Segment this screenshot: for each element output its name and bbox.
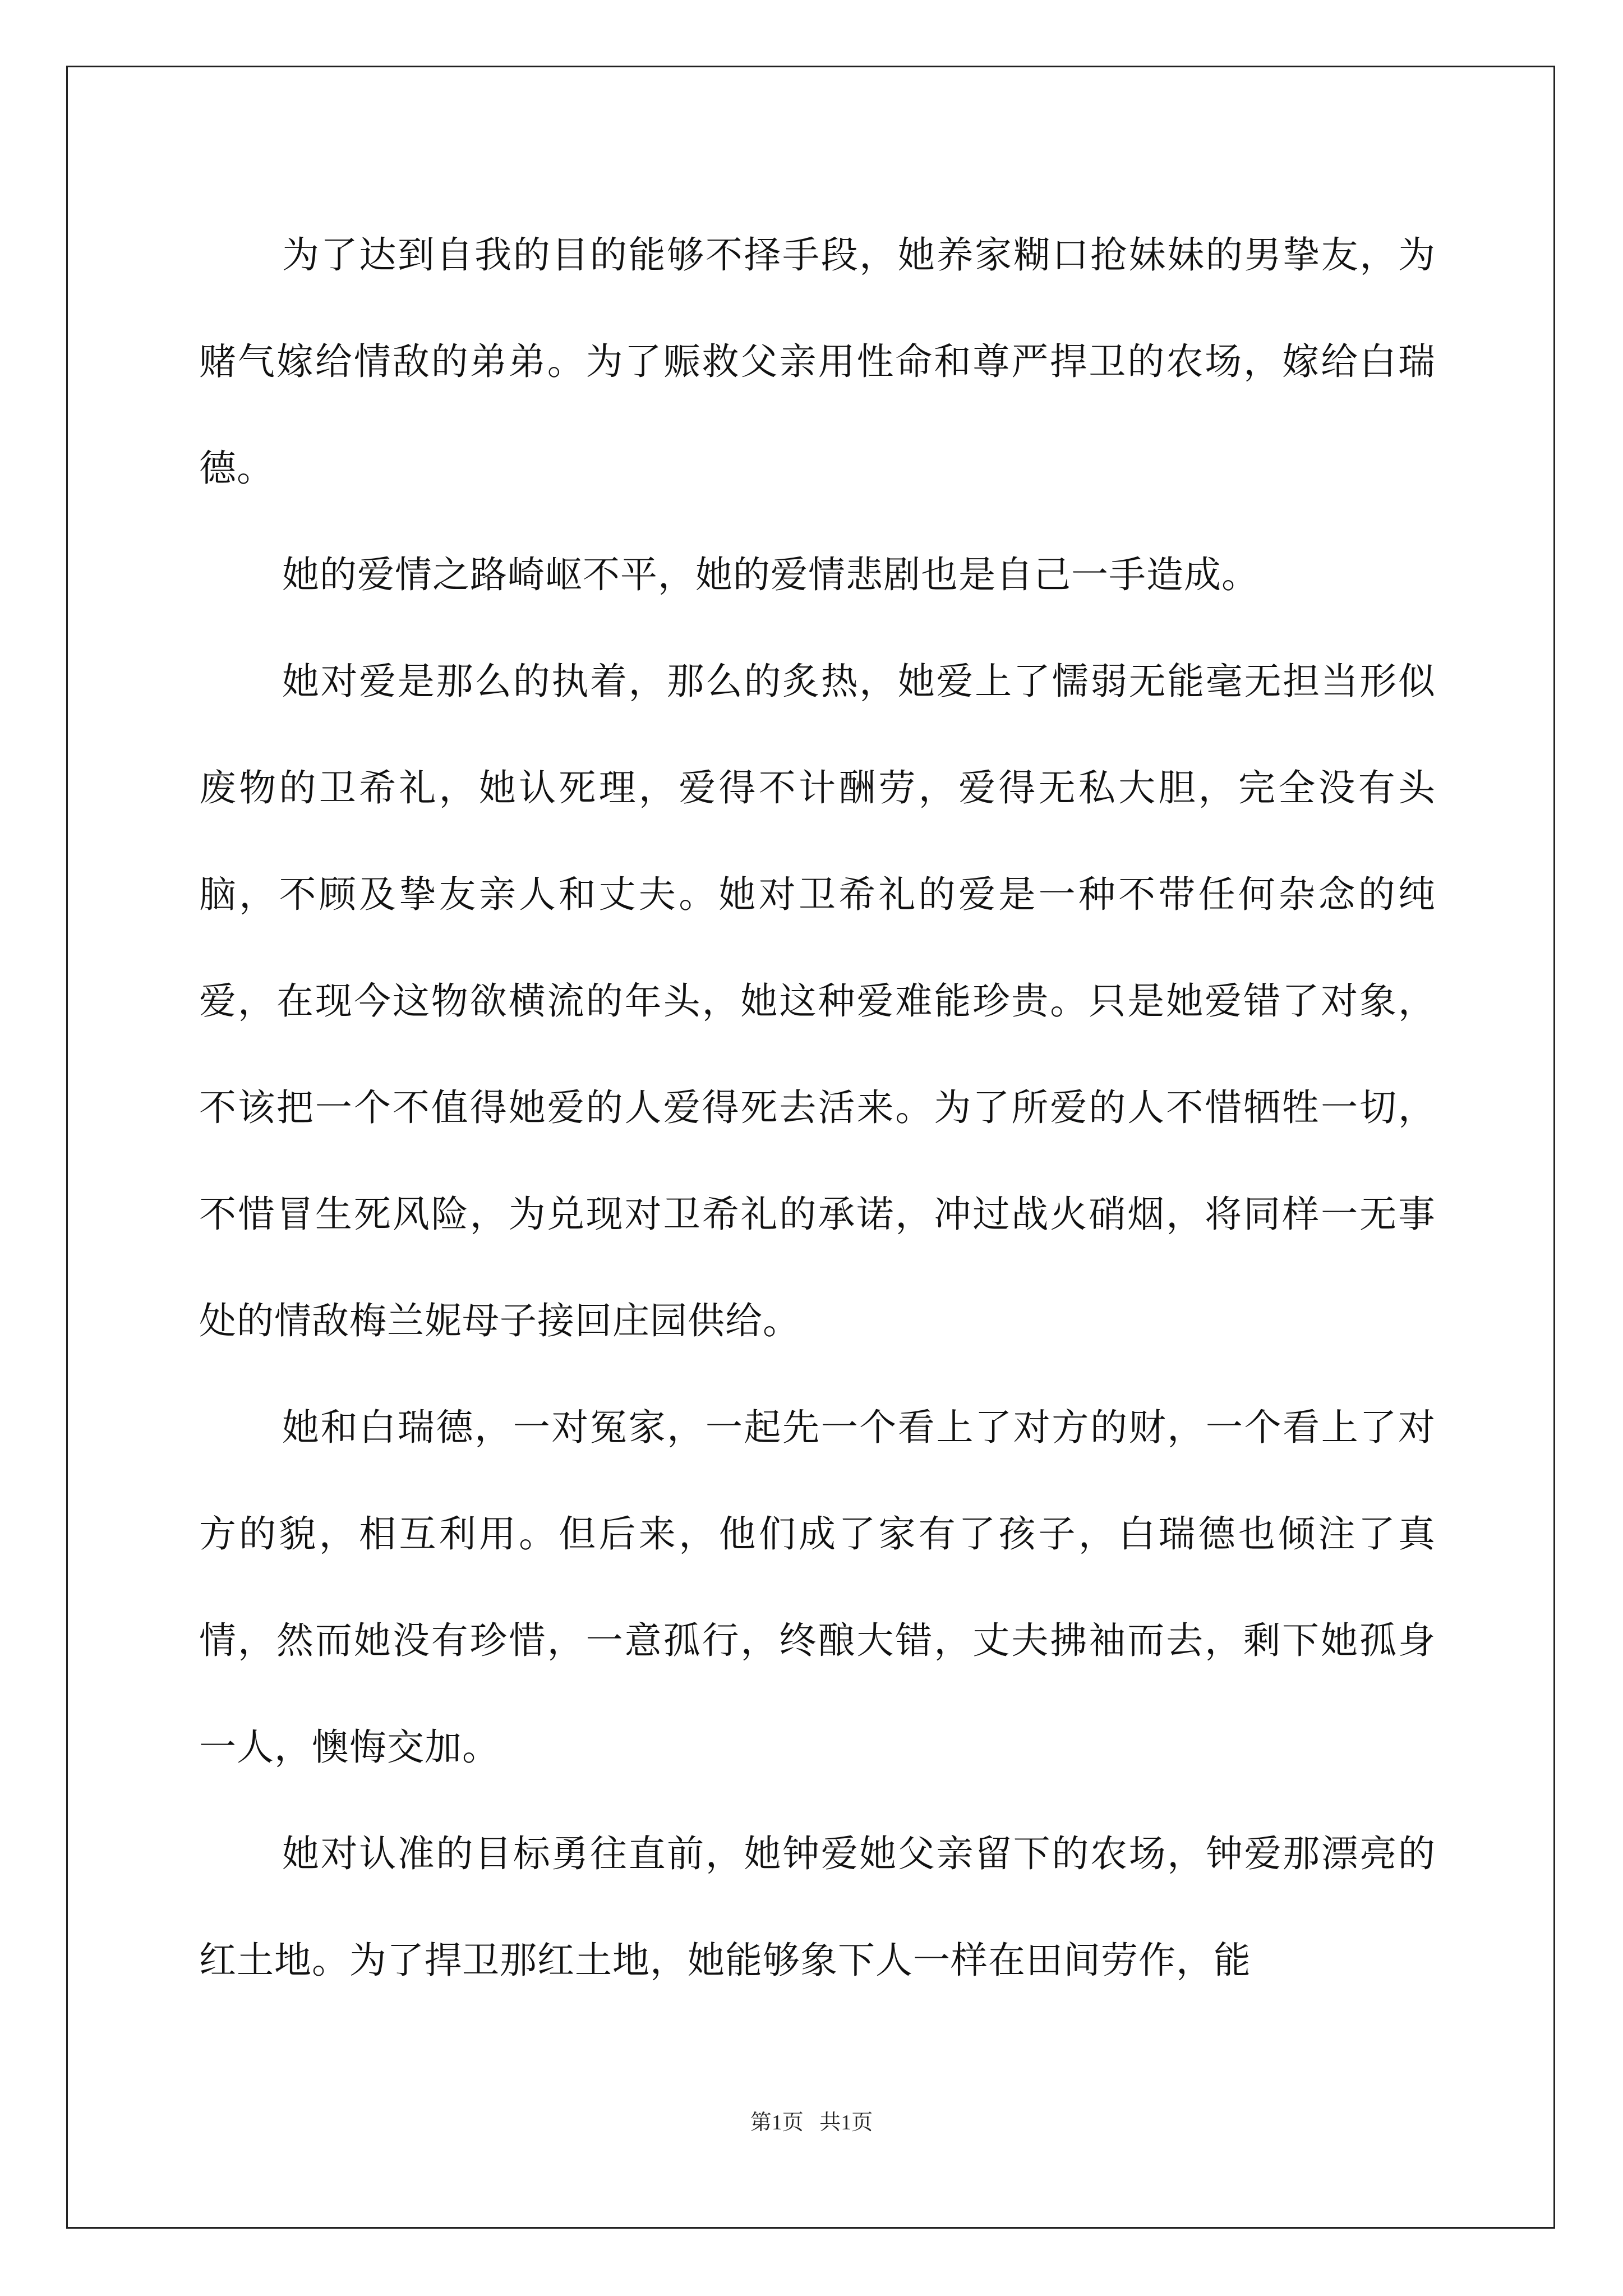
document-body (199, 202, 1436, 2014)
paragraph: 她和白瑞德，一对冤家，一起先一个看上了对方的财，一个看上了对方的貌，相互利用。但后来，他们成了家有了孩子，白瑞德也倾注了真情，然而她没有珍惜，一意孤行，终酿大错，丈夫拂袖而去，剩下她孤身一人，懊悔交加。 (199, 1406, 1436, 1769)
paragraph: 她对认准的目标勇往直前，她钟爱她父亲留下的农场，钟爱那漂亮的红土地。为了捍卫那红土地，她能够象下人一样在田间劳作，能 (199, 1832, 1436, 1982)
paragraph: 为了达到自我的目的能够不择手段，她养家糊口抢妹妹的男挚友，为赌气嫁给情敌的弟弟。为了赈救父亲用性命和尊严捍卫的农场，嫁给白瑞德。 (199, 233, 1436, 490)
page-number-footer: 第1页 共1页 (750, 2111, 873, 2134)
paragraph: 她的爱情之路崎岖不平，她的爱情悲剧也是自己一手造成。 (282, 553, 1259, 596)
paragraph: 她对爱是那么的执着，那么的炙热，她爱上了懦弱无能毫无担当形似废物的卫希礼，她认死理，爱得不计酬劳，爱得无私大胆，完全没有头脑，不顾及挚友亲人和丈夫。她对卫希礼的爱是一种不带任何杂念的纯爱，在现今这物欲横流的年头，她这种爱难能珍贵。只是她爱错了对象，不该把一个不值得她爱的人爱得死去活来。为了所爱的人不惜牺牲一切，不惜冒生死风险，为兑现对卫希礼的承诺，冲过战火硝烟，将同样一无事处的情敌梅兰妮母子接回庄园供给。 (199, 660, 1436, 1342)
